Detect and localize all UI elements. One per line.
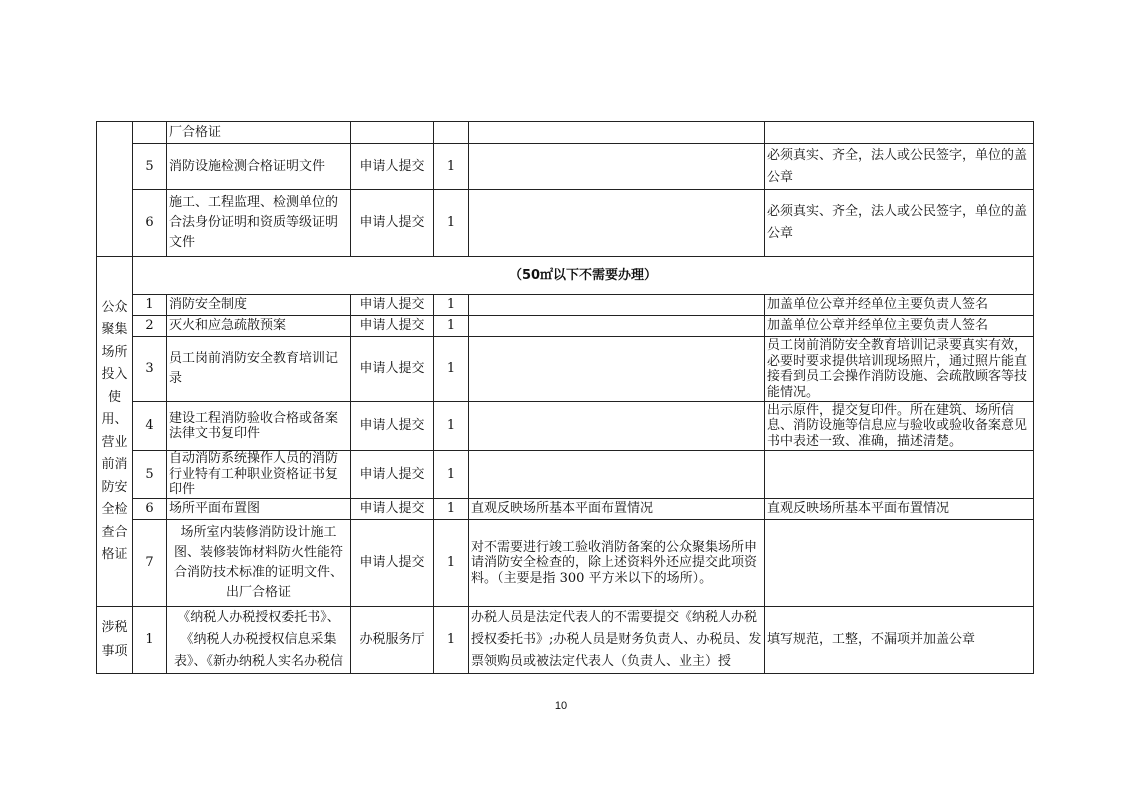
- materials-table: [96, 121, 1034, 674]
- material-requirement: [765, 122, 1034, 144]
- table-row: [97, 190, 1034, 257]
- material-name: 施工、工程监理、检测单位的合法身份证明和资质等级证明文件: [167, 190, 351, 257]
- material-source: 申请人提交: [351, 144, 434, 190]
- material-requirement: 加盖单位公章并经单位主要负责人签名: [765, 316, 1034, 337]
- material-name: 自动消防系统操作人员的消防行业特有工种职业资格证书复印件: [167, 451, 351, 499]
- material-quantity: 1: [434, 190, 469, 257]
- table-row: [97, 607, 1034, 674]
- material-name: 厂合格证: [167, 122, 351, 144]
- row-number: 1: [133, 607, 167, 674]
- material-source: [351, 122, 434, 144]
- material-note: [469, 451, 765, 499]
- material-requirement: 加盖单位公章并经单位主要负责人签名: [765, 295, 1034, 316]
- row-number: 7: [133, 520, 167, 607]
- material-source: 申请人提交: [351, 337, 434, 402]
- material-requirement: [765, 451, 1034, 499]
- material-requirement: 出示原件，提交复印件。所在建筑、场所信息、消防设施等信息应与验收或验收备案意见书中表述一致、准确，描述清楚。: [765, 402, 1034, 451]
- table-row: [97, 337, 1034, 402]
- table-row: [97, 122, 1034, 144]
- category-label: 涉税事项: [97, 607, 133, 674]
- material-quantity: 1: [434, 451, 469, 499]
- material-note: [469, 295, 765, 316]
- material-requirement: 员工岗前消防安全教育培训记录要真实有效，必要时要求提供培训现场照片，通过照片能直接看到员工会操作消防设施、会疏散顾客等技能情况。: [765, 337, 1034, 402]
- material-name: 消防安全制度: [167, 295, 351, 316]
- page-number: 10: [554, 700, 568, 712]
- row-number: 6: [133, 190, 167, 257]
- material-quantity: 1: [434, 520, 469, 607]
- material-quantity: 1: [434, 337, 469, 402]
- material-quantity: 1: [434, 402, 469, 451]
- row-number: 5: [133, 451, 167, 499]
- category-cell: [97, 122, 133, 257]
- category-label: 公众聚集场所投入使用、营业前消防安全检查合格证: [97, 257, 133, 607]
- material-note: 办税人员是法定代表人的不需要提交《纳税人办税授权委托书》;办税人员是财务负责人、办税员、发票领购员或被法定代表人（负责人、业主）授: [469, 607, 765, 674]
- material-note: [469, 190, 765, 257]
- material-note: [469, 337, 765, 402]
- row-number: 5: [133, 144, 167, 190]
- material-name: 场所平面布置图: [167, 499, 351, 520]
- material-note: 直观反映场所基本平面布置情况: [469, 499, 765, 520]
- material-source: 申请人提交: [351, 520, 434, 607]
- material-quantity: 1: [434, 295, 469, 316]
- material-note: [469, 316, 765, 337]
- material-name: 《纳税人办税授权委托书》、《纳税人办税授权信息采集表》、《新办纳税人实名办税信: [167, 607, 351, 674]
- material-source: 申请人提交: [351, 402, 434, 451]
- table-row: [97, 295, 1034, 316]
- table-row: [97, 499, 1034, 520]
- table-row: [97, 144, 1034, 190]
- material-note: [469, 402, 765, 451]
- row-number: [133, 122, 167, 144]
- row-number: 1: [133, 295, 167, 316]
- row-number: 6: [133, 499, 167, 520]
- material-name: 灭火和应急疏散预案: [167, 316, 351, 337]
- table-row: [97, 451, 1034, 499]
- row-number: 3: [133, 337, 167, 402]
- material-requirement: 填写规范，工整，不漏项并加盖公章: [765, 607, 1034, 674]
- material-quantity: [434, 122, 469, 144]
- table-row: [97, 316, 1034, 337]
- material-requirement: 直观反映场所基本平面布置情况: [765, 499, 1034, 520]
- material-note: 对不需要进行竣工验收消防备案的公众聚集场所申请消防安全检查的，除上述资料外还应提交此项资料。（主要是指 300 平方米以下的场所）。: [469, 520, 765, 607]
- row-number: 4: [133, 402, 167, 451]
- material-source: 申请人提交: [351, 316, 434, 337]
- material-source: 申请人提交: [351, 190, 434, 257]
- section-banner: （50㎡以下不需要办理）: [133, 257, 1034, 295]
- material-quantity: 1: [434, 144, 469, 190]
- material-quantity: 1: [434, 607, 469, 674]
- material-quantity: 1: [434, 499, 469, 520]
- material-note: [469, 144, 765, 190]
- table-row: [97, 520, 1034, 607]
- row-number: 2: [133, 316, 167, 337]
- material-name: 员工岗前消防安全教育培训记录: [167, 337, 351, 402]
- material-requirement: [765, 520, 1034, 607]
- table-row: [97, 402, 1034, 451]
- material-requirement: 必须真实、齐全，法人或公民签字，单位的盖公章: [765, 190, 1034, 257]
- material-source: 申请人提交: [351, 295, 434, 316]
- table-row: [97, 257, 1034, 295]
- material-source: 申请人提交: [351, 499, 434, 520]
- material-name: 消防设施检测合格证明文件: [167, 144, 351, 190]
- material-requirement: 必须真实、齐全，法人或公民签字，单位的盖公章: [765, 144, 1034, 190]
- material-name: 场所室内装修消防设计施工图、装修装饰材料防火性能符合消防技术标准的证明文件、出厂合格证: [167, 520, 351, 607]
- material-quantity: 1: [434, 316, 469, 337]
- material-note: [469, 122, 765, 144]
- material-name: 建设工程消防验收合格或备案法律文书复印件: [167, 402, 351, 451]
- material-source: 申请人提交: [351, 451, 434, 499]
- material-source: 办税服务厅: [351, 607, 434, 674]
